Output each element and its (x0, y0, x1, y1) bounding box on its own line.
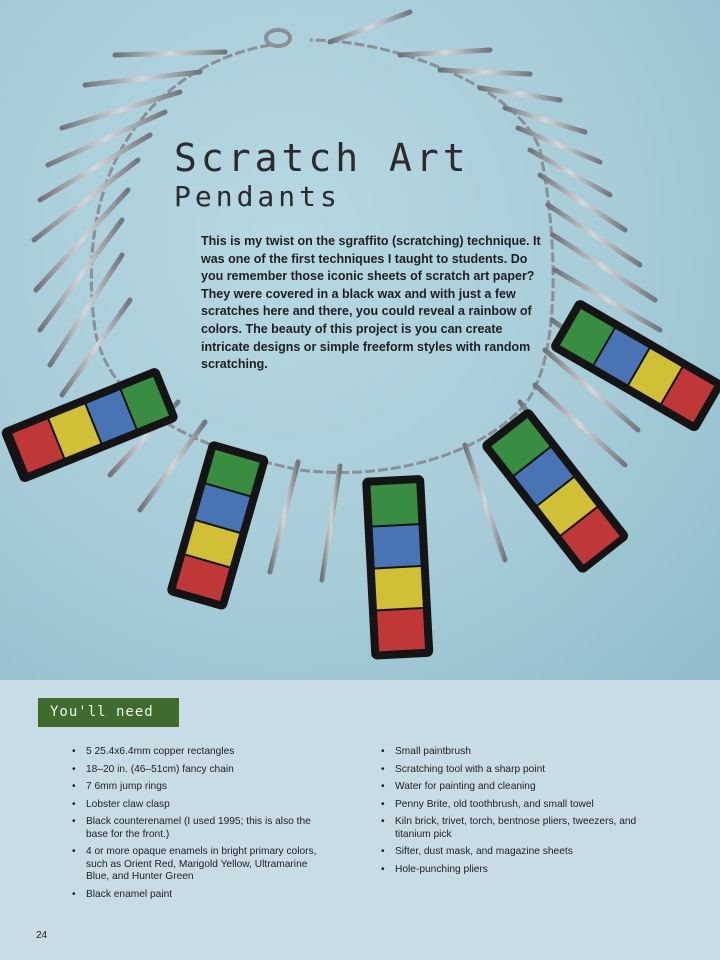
list-item: • Water for painting and cleaning (381, 781, 651, 794)
list-item: • Lobster claw clasp (72, 799, 322, 812)
list-item: • 7 6mm jump rings (72, 781, 322, 794)
intro-paragraph: This is my twist on the sgraffito (scratching) technique. It was one of the first techniques I taught to students. Do you remember those iconic sheets of scratch art paper? They were covered in a black wax and with just a few scratches here and there, you could reveal a rainbow of colors. The beauty of this project is you can create intricate designs or simple freeform styles with random scratching. (201, 234, 541, 372)
pendant (166, 440, 270, 611)
page-number: 24 (36, 930, 48, 941)
list-item: • Black enamel paint (72, 889, 322, 902)
materials-list-right (381, 746, 651, 881)
list-item: • Scratching tool with a sharp point (381, 764, 651, 777)
list-item: • Black counterenamel (I used 1995; this is also the base for the front.) (72, 816, 322, 841)
lobster-clasp (266, 30, 290, 46)
list-item: • 18–20 in. (46–51cm) fancy chain (72, 764, 322, 777)
page-title (174, 138, 470, 214)
list-item: • Hole-punching pliers (381, 864, 651, 877)
title-line-2: Pendants (174, 180, 341, 213)
list-item: • Kiln brick, trivet, torch, bentnose pliers, tweezers, and titanium pick (381, 816, 651, 841)
pendant (0, 366, 179, 483)
materials-list-left (72, 746, 322, 906)
pendant (362, 475, 433, 660)
list-item: • Penny Brite, old toothbrush, and small towel (381, 799, 651, 812)
title-line-1: Scratch Art (174, 136, 470, 180)
materials-section (0, 680, 720, 960)
list-item: • Sifter, dust mask, and magazine sheets (381, 846, 651, 859)
list-item: • 5 25.4x6.4mm copper rectangles (72, 746, 322, 759)
list-item: • Small paintbrush (381, 746, 651, 759)
list-item: • 4 or more opaque enamels in bright primary colors, such as Orient Red, Marigold Yellow, Ultramarine Blue, and Hunter Green (72, 846, 322, 884)
youll-need-heading: You'll need (38, 698, 179, 727)
